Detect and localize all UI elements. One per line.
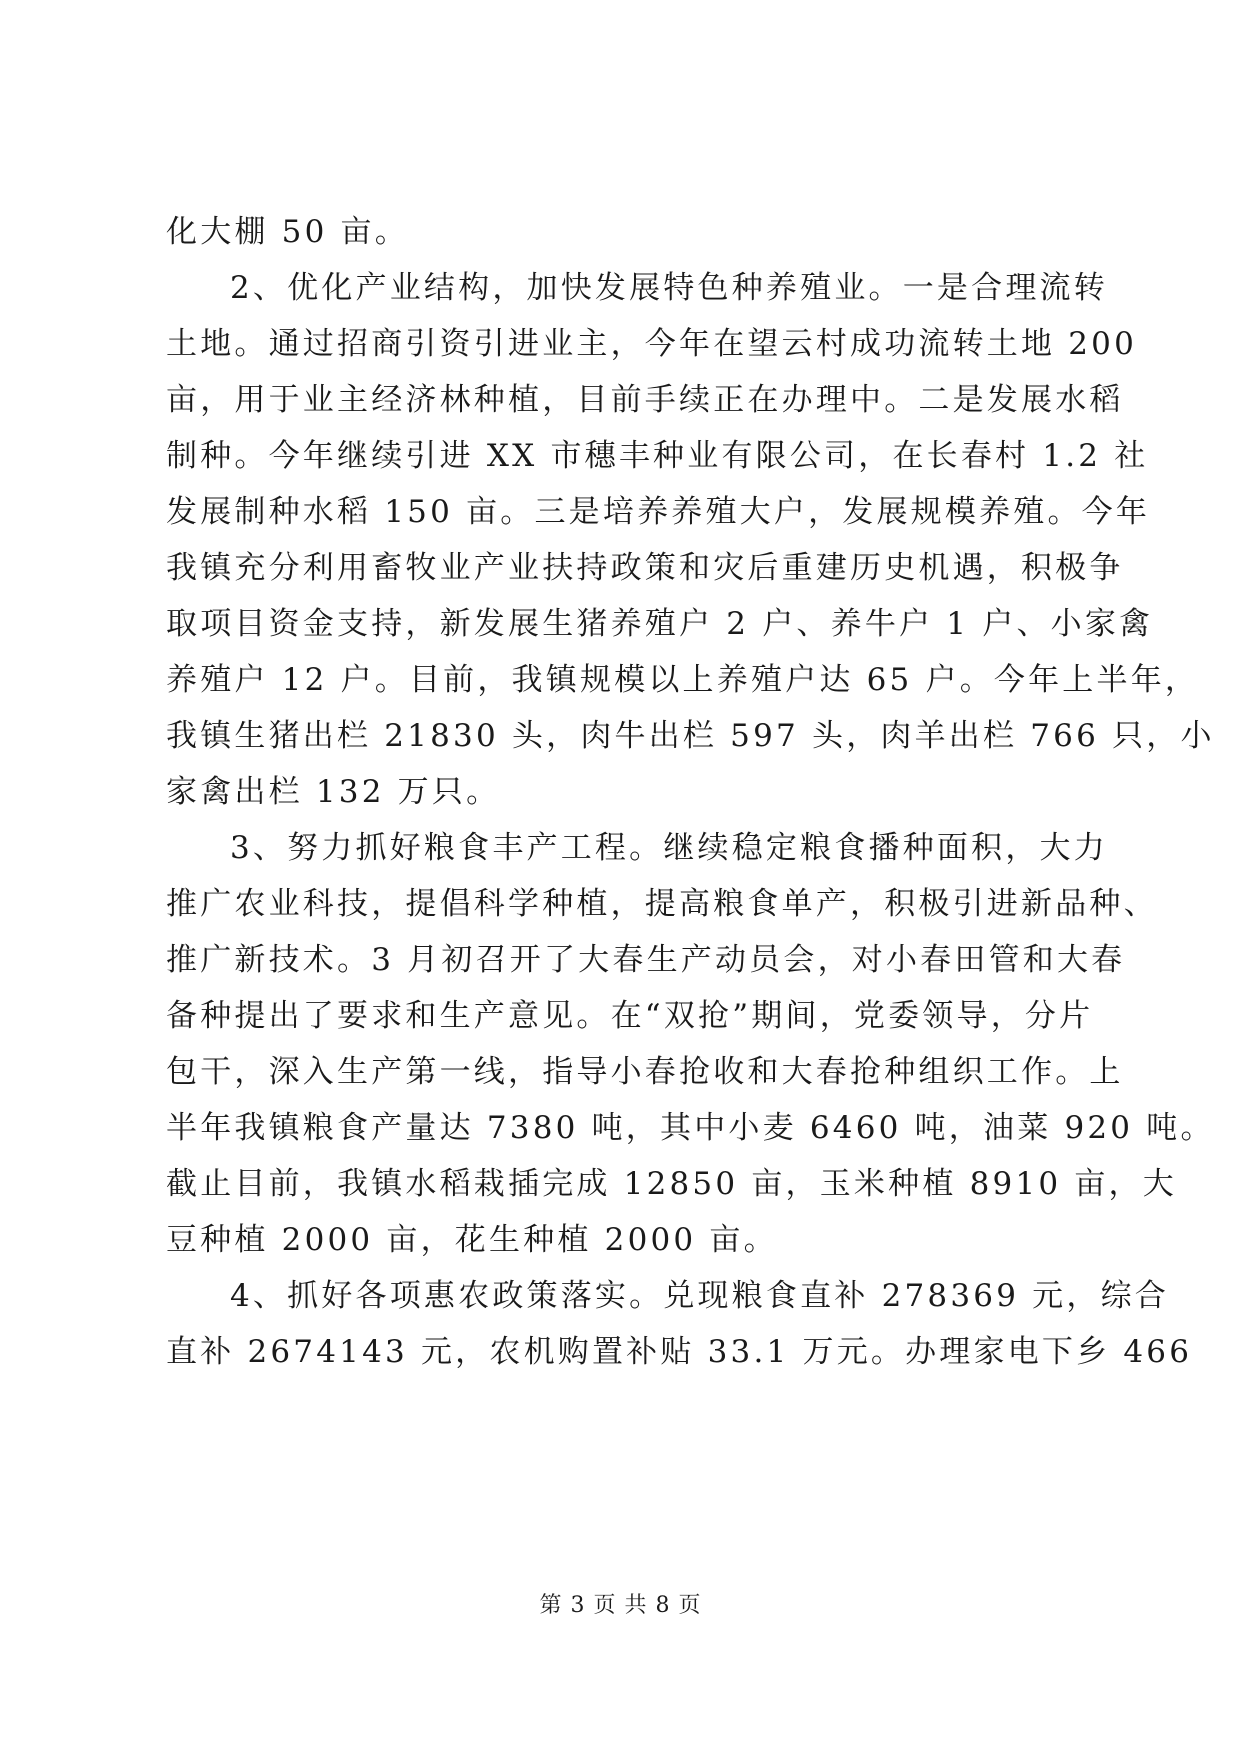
text-line: 养殖户 12 户。目前，我镇规模以上养殖户达 65 户。今年上半年，	[166, 662, 1200, 698]
text-line: 化大棚 50 亩。	[166, 214, 409, 250]
text-line: 家禽出栏 132 万只。	[166, 774, 501, 810]
text-line: 半年我镇粮食产量达 7380 吨，其中小麦 6460 吨，油菜 920 吨。	[166, 1110, 1215, 1146]
text-line: 亩，用于业主经济林种植，目前手续正在办理中。二是发展水稻	[166, 382, 1124, 418]
text-line: 推广新技术。3 月初召开了大春生产动员会，对小春田管和大春	[166, 942, 1126, 978]
paragraph-2-start: 2、优化产业结构，加快发展特色种养殖业。一是合理流转	[230, 270, 1108, 306]
text-line: 我镇生猪出栏 21830 头，肉牛出栏 597 头，肉羊出栏 766 只，小	[166, 718, 1215, 754]
text-line: 推广农业科技，提倡科学种植，提高粮食单产，积极引进新品种、	[166, 886, 1158, 922]
text-line: 直补 2674143 元，农机购置补贴 33.1 万元。办理家电下乡 466	[166, 1334, 1193, 1370]
paragraph-4-start: 4、抓好各项惠农政策落实。兑现粮食直补 278369 元，综合	[230, 1278, 1169, 1314]
paragraph-3-start: 3、努力抓好粮食丰产工程。继续稳定粮食播种面积，大力	[230, 830, 1108, 866]
page-number-footer: 第 3 页 共 8 页	[539, 1593, 702, 1618]
text-line: 取项目资金支持，新发展生猪养殖户 2 户、养牛户 1 户、小家禽	[166, 606, 1154, 642]
text-line: 土地。通过招商引资引进业主，今年在望云村成功流转土地 200	[166, 326, 1138, 362]
text-line: 备种提出了要求和生产意见。在“双抢”期间，党委领导，分片	[166, 998, 1094, 1034]
text-line: 我镇充分利用畜牧业产业扶持政策和灾后重建历史机遇，积极争	[166, 550, 1124, 586]
text-line: 制种。今年继续引进 XX 市穗丰种业有限公司，在长春村 1.2 社	[166, 438, 1149, 474]
text-line: 包干，深入生产第一线，指导小春抢收和大春抢种组织工作。上	[166, 1054, 1124, 1090]
text-line: 截止目前，我镇水稻栽插完成 12850 亩，玉米种植 8910 亩，大	[166, 1166, 1177, 1202]
text-line: 发展制种水稻 150 亩。三是培养养殖大户，发展规模养殖。今年	[166, 494, 1151, 530]
text-line: 豆种植 2000 亩，花生种植 2000 亩。	[166, 1222, 778, 1258]
